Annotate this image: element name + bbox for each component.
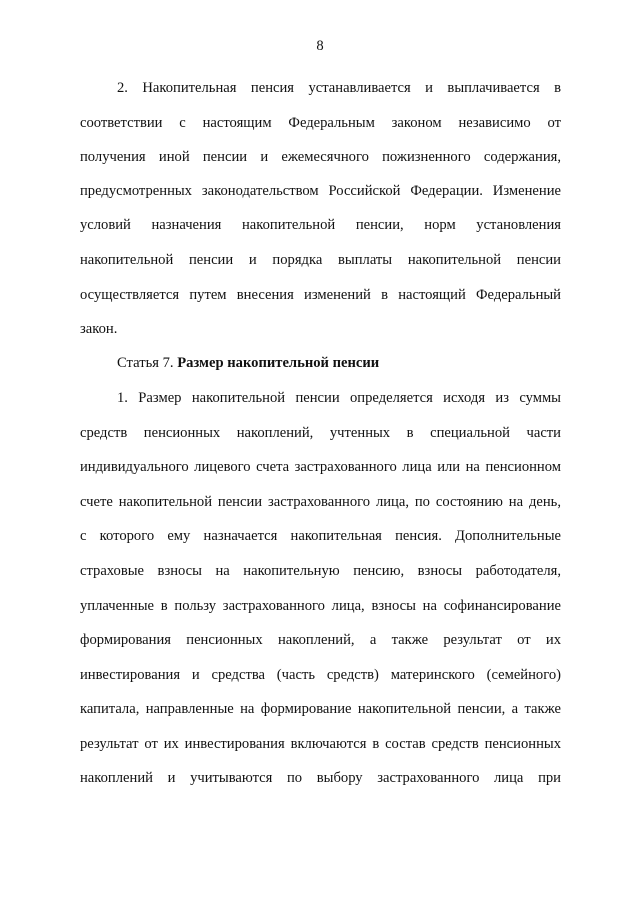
paragraph-2-line-5: с которого ему назначается накопительная пенсия. Дополнительные xyxy=(80,528,561,544)
paragraph-2-line-6: страховые взносы на накопительную пенсию, взносы работодателя, xyxy=(80,563,561,579)
paragraph-1-line-2: соответствии с настоящим Федеральным законом независимо от xyxy=(80,115,561,131)
paragraph-2-line-7: уплаченные в пользу застрахованного лица, взносы на софинансирование xyxy=(80,598,561,614)
paragraph-2-line-2: средств пенсионных накоплений, учтенных в специальной части xyxy=(80,425,561,441)
article-title: Размер накопительной пенсии xyxy=(177,355,380,371)
paragraph-1-line-8: закон. xyxy=(80,321,118,337)
paragraph-1-line-5: условий назначения накопительной пенсии, норм установления xyxy=(80,217,561,233)
paragraph-2-line-10: капитала, направленные на формирование накопительной пенсии, а также xyxy=(80,701,561,717)
paragraph-2-line-3: индивидуального лицевого счета застрахованного лица или на пенсионном xyxy=(80,459,561,475)
article-prefix: Статья 7. xyxy=(117,355,178,371)
paragraph-2-line-8: формирования пенсионных накоплений, а также результат от их xyxy=(80,632,561,648)
paragraph-1-line-4: предусмотренных законодательством Российской Федерации. Изменение xyxy=(80,183,561,199)
paragraph-1-line-3: получения иной пенсии и ежемесячного пожизненного содержания, xyxy=(80,149,561,165)
page-number: 8 xyxy=(316,38,324,54)
article-heading xyxy=(117,353,561,373)
paragraph-1-line-1: 2. Накопительная пенсия устанавливается и выплачивается в xyxy=(117,80,561,96)
paragraph-2-line-12: накоплений и учитываются по выбору застрахованного лица при xyxy=(80,770,561,786)
paragraph-2-line-9: инвестирования и средства (часть средств) материнского (семейного) xyxy=(80,667,561,683)
paragraph-2-line-11: результат от их инвестирования включаются в состав средств пенсионных xyxy=(80,736,561,752)
paragraph-2-line-4: счете накопительной пенсии застрахованного лица, по состоянию на день, xyxy=(80,494,561,510)
paragraph-1-line-7: осуществляется путем внесения изменений в настоящий Федеральный xyxy=(80,287,561,303)
paragraph-1-line-6: накопительной пенсии и порядка выплаты накопительной пенсии xyxy=(80,252,561,268)
paragraph-2-line-1: 1. Размер накопительной пенсии определяется исходя из суммы xyxy=(117,390,561,406)
